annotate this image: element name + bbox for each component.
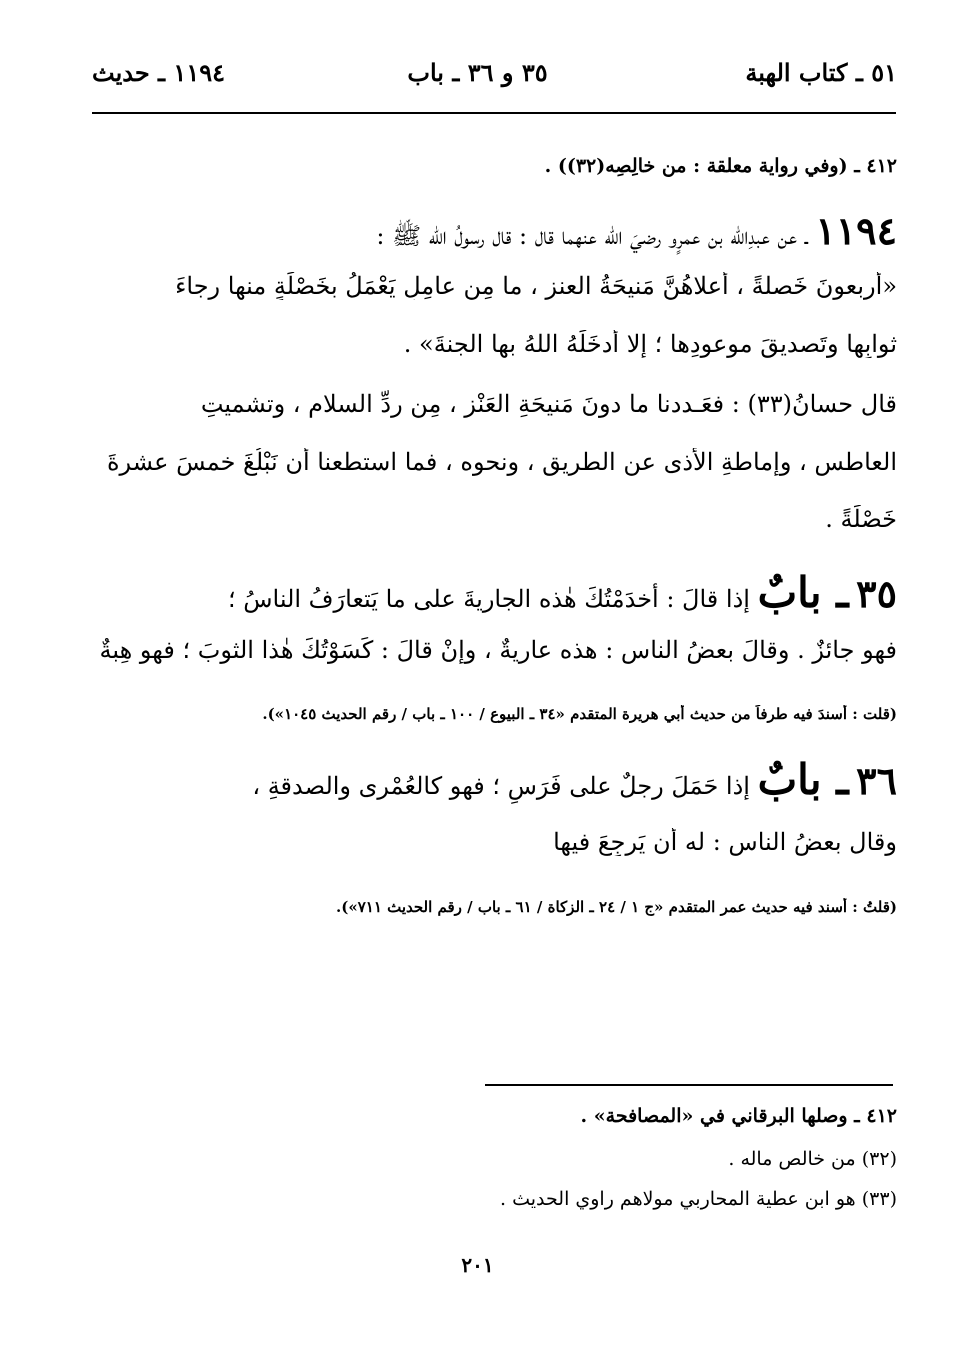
bab-35-title-line-2: فهو جائزٌ . وقالَ بعضُ الناسِ : هذه عاريةٌ ، وإنْ قالَ : كَسَوْتُكَ هٰذا الثوبَ ؛ فهو هِبةٌ — [99, 636, 897, 664]
footnote-33: (٣٣) هو ابن عطية المحاربي مولاهم راوي الحديث . — [500, 1188, 897, 1210]
hassan-line-2: العاطسِ ، وإماطةِ الأذى عن الطريقِ ، ونحوه ، فما استطعنا أن نَبْلُغَ خمسَ عشرةَ — [106, 448, 897, 476]
bab-35-note: (قلت : أسندَ فيه طرفاً من حديث أبي هريرة المتقدم «٣٤ ـ البيوع / ١٠٠ ـ باب / رقم الحديث ١٠٤٥»). — [262, 705, 897, 723]
hadith-text-line-2: «أربعونَ خَصلةً ، أعلاهُنَّ مَنيحَةُ العنز ، ما مِن عامِلٍ يَعْمَلُ بخَصْلَةٍ منها رجاءَ — [175, 272, 897, 300]
bab-35-number: ٣٥ — [856, 571, 897, 616]
bab-36-title-line-1: إذا حَمَلَ رجلٌ على فَرَسٍ ؛ فهو كالعُمْرى والصدقةِ ، — [252, 772, 750, 800]
bab-36-heading — [92, 755, 897, 804]
bab-35-heading — [92, 568, 897, 617]
hadith-intro-text: ـ عن عبدِالله بن عمرٍو رضيَ الله عنهما قال : قال رسولُ الله ﷺ : — [376, 222, 808, 250]
hassan-line-1: قال حسانُ(٣٣) : فعَـددنا ما دونَ مَنيحَةِ العَنْز ، مِن ردِّ السلام ، وتشميتِ — [200, 390, 897, 418]
bab-36-word: ـ بابٌ — [757, 755, 849, 804]
muallaq-narration: ٤١٢ ـ (وفي رواية معلقة : من خالِصِه(٣٢)) . — [544, 155, 897, 177]
bab-36-title-line-2: وقال بعضُ الناسِ : له أن يَرجِعَ فيها — [553, 828, 897, 856]
bab-36-note: (قلتُ : أسند فيه حديث عمر المتقدم «ج ١ / ٢٤ ـ الزكاة / ٦١ ـ باب / رقم الحديث ٧١١»). — [336, 898, 897, 916]
bab-36-number: ٣٦ — [856, 758, 897, 803]
hassan-line-3: خَصْلَةً . — [825, 505, 897, 533]
hadith-number: ١١٩٤ — [815, 208, 897, 253]
footnote-32: (٣٢) من خالص ماله . — [728, 1148, 897, 1170]
footnote-412: ٤١٢ ـ وصلها البرقاني في «المصافحة» . — [580, 1105, 897, 1127]
bab-35-word: ـ بابٌ — [757, 568, 849, 617]
header-rule — [92, 112, 896, 114]
page-number: ٢٠١ — [461, 1253, 494, 1277]
footnote-rule — [485, 1084, 893, 1086]
header-book-title: ٥١ ـ كتاب الهبة — [745, 58, 897, 87]
header-hadith-number: ١١٩٤ ـ حديث — [92, 58, 225, 87]
bab-35-title-line-1: إذا قالَ : أخدَمْتُكَ هٰذه الجاريةَ على ما يَتعارَفُ الناسُ ؛ — [227, 585, 750, 613]
hadith-text-line-3: ثوابِها وتَصديقَ موعودِها ؛ إلا أدخَلَهُ اللهُ بها الجنةَ» . — [403, 330, 897, 358]
hadith-intro-line — [92, 208, 897, 256]
header-chapter: ٣٥ و ٣٦ ـ باب — [407, 58, 548, 87]
